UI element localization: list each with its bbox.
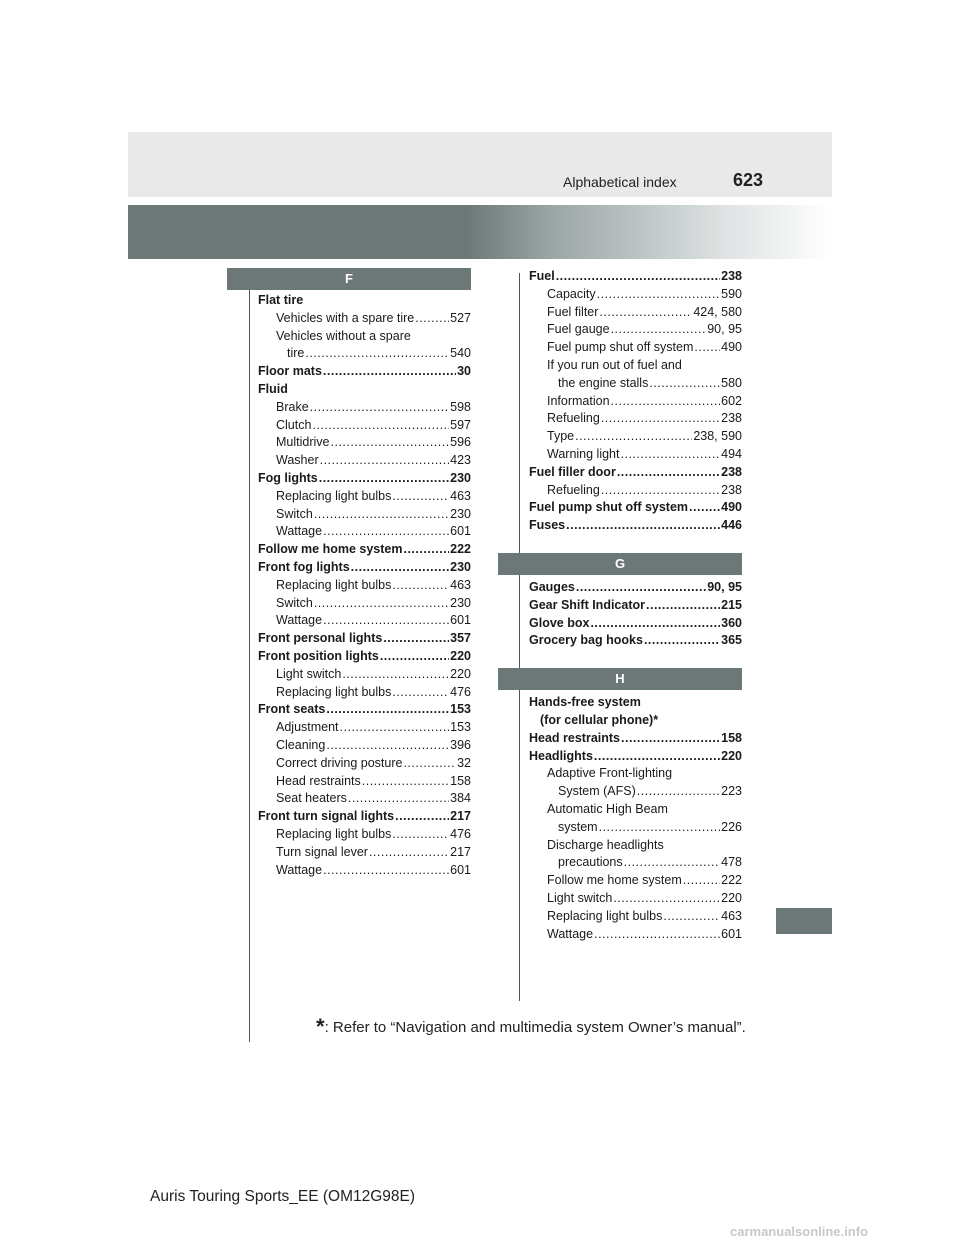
index-entry-heading: If you run out of fuel and (547, 357, 682, 372)
dot-leader (362, 773, 449, 791)
entry-term: Fuel pump shut off system (547, 340, 694, 355)
index-entry-heading: Fluid (258, 381, 288, 396)
entry-page: 476 (450, 826, 471, 841)
index-entry (529, 615, 742, 633)
entry-page: 601 (450, 524, 471, 539)
dot-leader (340, 719, 450, 737)
dot-leader (611, 393, 721, 411)
entry-term: Type (547, 429, 575, 444)
entry-page: 396 (450, 737, 471, 752)
entry-term: Refueling (547, 411, 600, 426)
entry-term: Vehicles with a spare tire (276, 310, 415, 325)
dot-leader (649, 375, 720, 393)
index-entry-heading: Flat tire (258, 293, 304, 307)
index-entry (258, 452, 471, 470)
index-entry (258, 630, 471, 648)
index-entry (529, 872, 742, 890)
dot-leader (556, 268, 720, 286)
entry-term: Fuel (529, 269, 555, 283)
dot-leader (351, 559, 449, 577)
entry-page: 222 (450, 542, 471, 557)
dot-leader (646, 597, 720, 615)
dot-leader (694, 339, 720, 357)
entry-page: 238 (721, 482, 742, 497)
dot-leader (601, 410, 720, 428)
dot-leader (594, 926, 720, 944)
index-entry (529, 890, 742, 908)
index-entry (258, 345, 471, 363)
entry-page: 490 (721, 340, 742, 355)
entry-page: 238 (721, 269, 742, 283)
index-list-h (498, 694, 742, 943)
index-entry-heading: Discharge headlights (547, 837, 664, 852)
manual-title: Auris Touring Sports_EE (OM12G98E) (150, 1188, 416, 1205)
dot-leader (312, 417, 449, 435)
entry-page: 222 (721, 873, 742, 888)
entry-term: Warning light (547, 446, 620, 461)
entry-term: Gauges (529, 579, 575, 594)
entry-term: Seat heaters (276, 791, 347, 806)
index-entry (258, 666, 471, 684)
entry-page: 540 (450, 346, 471, 361)
entry-page: 463 (450, 488, 471, 503)
entry-page: 360 (721, 615, 742, 630)
entry-term: the engine stalls (558, 375, 649, 390)
dot-leader (597, 286, 721, 304)
index-entry (529, 393, 742, 411)
entry-page: 230 (450, 470, 471, 485)
index-entry (258, 310, 471, 328)
index-entry (258, 577, 471, 595)
entry-page: 238, 590 (693, 429, 742, 444)
index-entry-heading: Vehicles without a spare (276, 328, 411, 343)
entry-term: tire (287, 346, 305, 361)
index-entry (529, 926, 742, 944)
entry-term: Front fog lights (258, 559, 350, 574)
entry-term: Wattage (276, 524, 323, 539)
dot-leader (689, 499, 720, 517)
entry-term: Correct driving posture (276, 755, 403, 770)
index-entry (529, 304, 742, 322)
entry-term: Floor mats (258, 364, 322, 379)
entry-page: 226 (721, 819, 742, 834)
dot-leader (611, 321, 707, 339)
entry-term: Information (547, 393, 610, 408)
entry-page: 423 (450, 453, 471, 468)
dot-leader (392, 684, 449, 702)
section-title: Alphabetical index (563, 174, 677, 190)
dot-leader (392, 577, 449, 595)
index-entry (529, 819, 742, 837)
index-entry (258, 523, 471, 541)
entry-page: 357 (450, 631, 471, 646)
entry-page: 217 (450, 809, 471, 824)
dot-leader (403, 755, 456, 773)
watermark: carmanualsonline.info (730, 1224, 868, 1239)
section-header-f: F (227, 268, 471, 290)
entry-page: 90, 95 (707, 579, 742, 594)
entry-term: Light switch (276, 666, 342, 681)
index-entry (258, 488, 471, 506)
index-entry (529, 632, 742, 650)
dot-leader (392, 488, 449, 506)
index-entry (258, 808, 471, 826)
entry-page: 158 (721, 730, 742, 745)
entry-page: 384 (450, 791, 471, 806)
entry-term: Refueling (547, 482, 600, 497)
entry-term: Head restraints (276, 773, 361, 788)
index-entry (529, 499, 742, 517)
dot-leader (326, 737, 449, 755)
index-list-g (498, 579, 742, 650)
entry-term: Multidrive (276, 435, 330, 450)
section-header-h: H (498, 668, 742, 690)
entry-term: Replacing light bulbs (276, 488, 392, 503)
entry-page: 446 (721, 518, 742, 533)
entry-page: 490 (721, 500, 742, 515)
dot-leader (601, 482, 720, 500)
entry-term: Front personal lights (258, 631, 383, 646)
entry-term: Replacing light bulbs (276, 826, 392, 841)
entry-page: 590 (721, 286, 742, 301)
entry-page: 220 (450, 648, 471, 663)
index-entry (529, 748, 742, 766)
dot-leader (575, 428, 692, 446)
dot-leader (590, 615, 720, 633)
index-entry (258, 541, 471, 559)
entry-term: Fuses (529, 518, 566, 533)
entry-page: 601 (450, 862, 471, 877)
dot-leader (613, 890, 720, 908)
entry-page: 153 (450, 720, 471, 735)
index-entry (258, 701, 471, 719)
dot-leader (621, 446, 721, 464)
entry-term: Cleaning (276, 737, 326, 752)
index-entry (529, 783, 742, 801)
dot-leader (617, 464, 720, 482)
entry-term: Light switch (547, 890, 613, 905)
index-entry (258, 862, 471, 880)
entry-page: 223 (721, 784, 742, 799)
dot-leader (323, 523, 449, 541)
entry-term: Wattage (276, 613, 323, 628)
index-entry (258, 399, 471, 417)
entry-term: Head restraints (529, 730, 621, 745)
entry-page: 220 (721, 890, 742, 905)
entry-term: System (AFS) (558, 784, 636, 799)
entry-term: Headlights (529, 748, 593, 763)
index-entry (258, 648, 471, 666)
entry-term: Replacing light bulbs (276, 577, 392, 592)
entry-page: 602 (721, 393, 742, 408)
entry-page: 478 (721, 855, 742, 870)
index-entry (529, 464, 742, 482)
index-entry-heading: Hands-free system (529, 695, 641, 710)
index-entry (529, 908, 742, 926)
entry-term: Front seats (258, 702, 326, 717)
dot-leader (380, 648, 449, 666)
entry-term: Washer (276, 453, 319, 468)
entry-term: Front turn signal lights (258, 809, 395, 824)
footnote-star: * (316, 1014, 325, 1039)
index-entry (529, 482, 742, 500)
entry-term: Switch (276, 595, 313, 610)
entry-page: 601 (450, 613, 471, 628)
dot-leader (342, 666, 449, 684)
entry-term: Fuel pump shut off system (529, 500, 689, 515)
entry-page: 32 (457, 755, 471, 770)
index-entry (258, 719, 471, 737)
dot-leader (305, 345, 449, 363)
entry-page: 220 (721, 748, 742, 763)
index-entry (529, 410, 742, 428)
index-entry-heading: (for cellular phone)* (540, 712, 659, 727)
dot-leader (621, 730, 720, 748)
entry-term: Replacing light bulbs (276, 684, 392, 699)
entry-page: 463 (721, 908, 742, 923)
entry-term: precautions (558, 855, 623, 870)
entry-term: system (558, 819, 598, 834)
entry-page: 217 (450, 844, 471, 859)
dot-leader (323, 612, 449, 630)
dot-leader (383, 630, 449, 648)
index-entry (529, 375, 742, 393)
index-entry-heading: Automatic High Beam (547, 801, 668, 816)
entry-page: 230 (450, 559, 471, 574)
entry-term: Glove box (529, 615, 590, 630)
index-column-left (227, 268, 471, 879)
entry-page: 476 (450, 684, 471, 699)
index-entry (258, 363, 471, 381)
entry-term: Adjustment (276, 720, 339, 735)
entry-page: 215 (721, 597, 742, 612)
dot-leader (326, 701, 449, 719)
index-entry (529, 268, 742, 286)
entry-page: 424, 580 (693, 304, 742, 319)
index-entry (258, 684, 471, 702)
chapter-tab (776, 908, 832, 934)
entry-term: Fuel gauge (547, 322, 610, 337)
dot-leader (637, 783, 720, 801)
entry-page: 30 (457, 364, 471, 379)
entry-page: 601 (721, 926, 742, 941)
index-entry (529, 446, 742, 464)
entry-page: 153 (450, 702, 471, 717)
index-entry (529, 339, 742, 357)
dot-leader (415, 310, 449, 328)
index-entry (258, 844, 471, 862)
entry-page: 90, 95 (707, 322, 742, 337)
entry-term: Wattage (276, 862, 323, 877)
entry-page: 463 (450, 577, 471, 592)
entry-page: 220 (450, 666, 471, 681)
entry-term: Follow me home system (258, 542, 403, 557)
entry-page: 597 (450, 417, 471, 432)
dot-leader (403, 541, 449, 559)
index-entry (529, 854, 742, 872)
dot-leader (644, 632, 720, 650)
dot-leader (663, 908, 720, 926)
index-entry (529, 321, 742, 339)
index-entry (258, 755, 471, 773)
index-column-right (498, 268, 742, 943)
dot-leader (594, 748, 720, 766)
entry-term: Fuel filter (547, 304, 599, 319)
footnote-text: : Refer to “Navigation and multimedia system Owner’s manual”. (324, 1019, 746, 1036)
entry-page: 527 (450, 310, 471, 325)
entry-term: Fog lights (258, 470, 318, 485)
index-entry (529, 579, 742, 597)
index-entry (529, 597, 742, 615)
entry-term: Fuel filler door (529, 464, 616, 479)
entry-term: Wattage (547, 926, 594, 941)
index-entry (258, 773, 471, 791)
index-entry (258, 506, 471, 524)
index-entry (529, 730, 742, 748)
entry-term: Brake (276, 399, 309, 414)
index-list-f (227, 292, 471, 879)
dot-leader (369, 844, 449, 862)
header-bar (128, 132, 832, 197)
index-entry (258, 826, 471, 844)
index-entry (258, 559, 471, 577)
page-number: 623 (733, 170, 764, 190)
dot-leader (392, 826, 449, 844)
dot-leader (331, 434, 450, 452)
dot-leader (395, 808, 449, 826)
dot-leader (348, 790, 449, 808)
index-entry (258, 417, 471, 435)
dot-leader (310, 399, 449, 417)
dot-leader (599, 819, 721, 837)
index-entry (258, 790, 471, 808)
dot-leader (323, 862, 449, 880)
entry-page: 596 (450, 435, 471, 450)
index-list-fuel (498, 268, 742, 535)
entry-term: Replacing light bulbs (547, 908, 663, 923)
dot-leader (683, 872, 720, 890)
entry-term: Turn signal lever (276, 844, 368, 859)
dot-leader (320, 452, 450, 470)
index-entry (529, 428, 742, 446)
entry-page: 238 (721, 411, 742, 426)
entry-page: 230 (450, 506, 471, 521)
dot-leader (323, 363, 456, 381)
entry-term: Switch (276, 506, 313, 521)
index-entry (529, 517, 742, 535)
entry-page: 494 (721, 446, 742, 461)
dot-leader (314, 506, 449, 524)
dot-leader (566, 517, 720, 535)
entry-term: Gear Shift Indicator (529, 597, 645, 612)
index-entry (258, 470, 471, 488)
index-entry (258, 612, 471, 630)
entry-term: Clutch (276, 417, 312, 432)
entry-term: Grocery bag hooks (529, 633, 643, 648)
header-band (128, 205, 832, 259)
index-entry (258, 434, 471, 452)
index-entry (258, 595, 471, 613)
index-entry (258, 737, 471, 755)
dot-leader (624, 854, 721, 872)
dot-leader (314, 595, 449, 613)
entry-term: Follow me home system (547, 873, 682, 888)
entry-term: Capacity (547, 286, 596, 301)
entry-page: 158 (450, 773, 471, 788)
entry-page: 365 (721, 633, 742, 648)
entry-page: 238 (721, 464, 742, 479)
dot-leader (319, 470, 449, 488)
footnote (316, 1014, 746, 1040)
dot-leader (576, 579, 706, 597)
index-entry (529, 286, 742, 304)
entry-page: 598 (450, 399, 471, 414)
index-entry-heading: Adaptive Front-lighting (547, 766, 673, 781)
entry-term: Front position lights (258, 648, 379, 663)
entry-page: 230 (450, 595, 471, 610)
dot-leader (599, 304, 692, 322)
entry-page: 580 (721, 375, 742, 390)
section-header-g: G (498, 553, 742, 575)
